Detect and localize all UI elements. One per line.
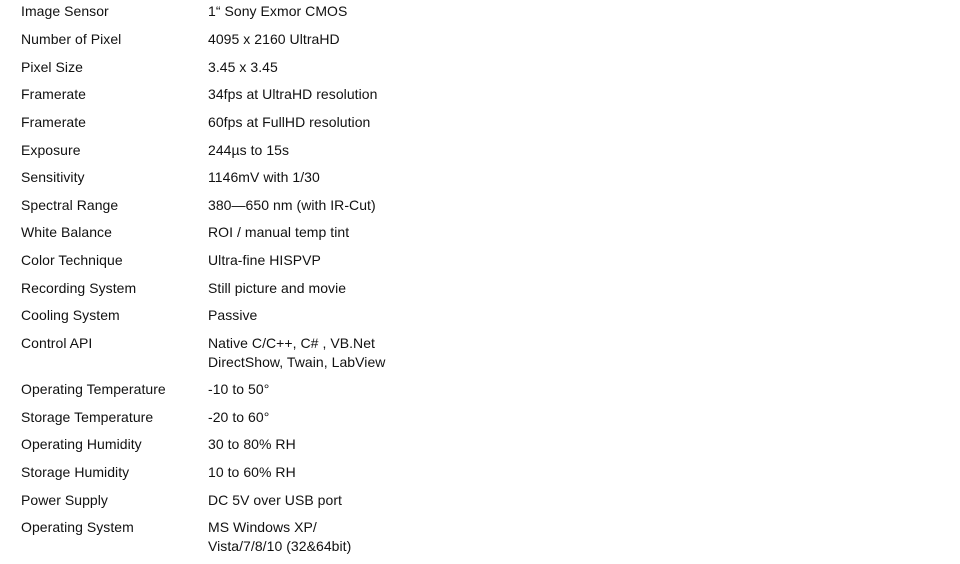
spec-value: Ultra-fine HISPVP xyxy=(208,252,321,268)
spec-row-framerate-uhd xyxy=(21,85,377,104)
spec-label: Number of Pixel xyxy=(21,31,122,47)
spec-value: 30 to 80% RH xyxy=(208,436,296,452)
spec-value: Passive xyxy=(208,307,258,323)
spec-row-power-supply xyxy=(21,491,342,510)
spec-value: 380—650 nm (with IR-Cut) xyxy=(208,197,376,213)
spec-value: -20 to 60° xyxy=(208,409,270,425)
spec-label: Color Technique xyxy=(21,252,123,268)
spec-label: Pixel Size xyxy=(21,59,83,75)
spec-label: Storage Humidity xyxy=(21,464,130,480)
spec-value: 10 to 60% RH xyxy=(208,464,296,480)
spec-row-sensitivity xyxy=(21,168,320,187)
spec-value: Native C/C++, C# , VB.Net DirectShow, Twain, LabView xyxy=(208,335,386,370)
spec-value: Still picture and movie xyxy=(208,280,347,296)
spec-label: Recording System xyxy=(21,280,137,296)
spec-row-storage-humidity xyxy=(21,463,296,482)
spec-row-color-technique xyxy=(21,251,321,270)
spec-label: Storage Temperature xyxy=(21,409,154,425)
spec-label: Framerate xyxy=(21,114,87,130)
spec-label: Exposure xyxy=(21,142,81,158)
spec-label: White Balance xyxy=(21,224,112,240)
spec-row-spectral-range xyxy=(21,196,376,215)
spec-label: Power Supply xyxy=(21,492,108,508)
spec-label: Image Sensor xyxy=(21,3,109,19)
spec-value: 1146mV with 1/30 xyxy=(208,169,320,185)
spec-value: 244µs to 15s xyxy=(208,142,290,158)
spec-label: Spectral Range xyxy=(21,197,119,213)
spec-value: 34fps at UltraHD resolution xyxy=(208,86,378,102)
spec-value: 1“ Sony Exmor CMOS xyxy=(208,3,348,19)
spec-label: Framerate xyxy=(21,86,87,102)
spec-label: Operating System xyxy=(21,519,134,535)
spec-label: Operating Humidity xyxy=(21,436,142,452)
spec-row-storage-temperature xyxy=(21,408,269,427)
spec-row-operating-temperature xyxy=(21,380,269,399)
spec-value: 4095 x 2160 UltraHD xyxy=(208,31,340,47)
spec-label: Control API xyxy=(21,335,93,351)
spec-row-image-sensor xyxy=(21,2,347,21)
spec-value: 3.45 x 3.45 xyxy=(208,59,278,75)
spec-row-framerate-fhd xyxy=(21,113,370,132)
spec-row-exposure xyxy=(21,141,289,160)
spec-row-control-api xyxy=(21,334,385,371)
spec-value: DC 5V over USB port xyxy=(208,492,342,508)
spec-row-white-balance xyxy=(21,223,349,242)
spec-row-recording-system xyxy=(21,279,346,298)
spec-value: MS Windows XP/ Vista/7/8/10 (32&64bit) xyxy=(208,519,352,554)
spec-row-pixel-size xyxy=(21,58,278,77)
spec-row-operating-humidity xyxy=(21,435,296,454)
spec-value: -10 to 50° xyxy=(208,381,270,397)
spec-label: Sensitivity xyxy=(21,169,85,185)
spec-label: Operating Temperature xyxy=(21,381,166,397)
spec-value: 60fps at FullHD resolution xyxy=(208,114,371,130)
spec-label: Cooling System xyxy=(21,307,120,323)
spec-row-number-of-pixel xyxy=(21,30,340,49)
spec-row-operating-system xyxy=(21,518,351,555)
spec-value: ROI / manual temp tint xyxy=(208,224,350,240)
spec-row-cooling-system xyxy=(21,306,257,325)
